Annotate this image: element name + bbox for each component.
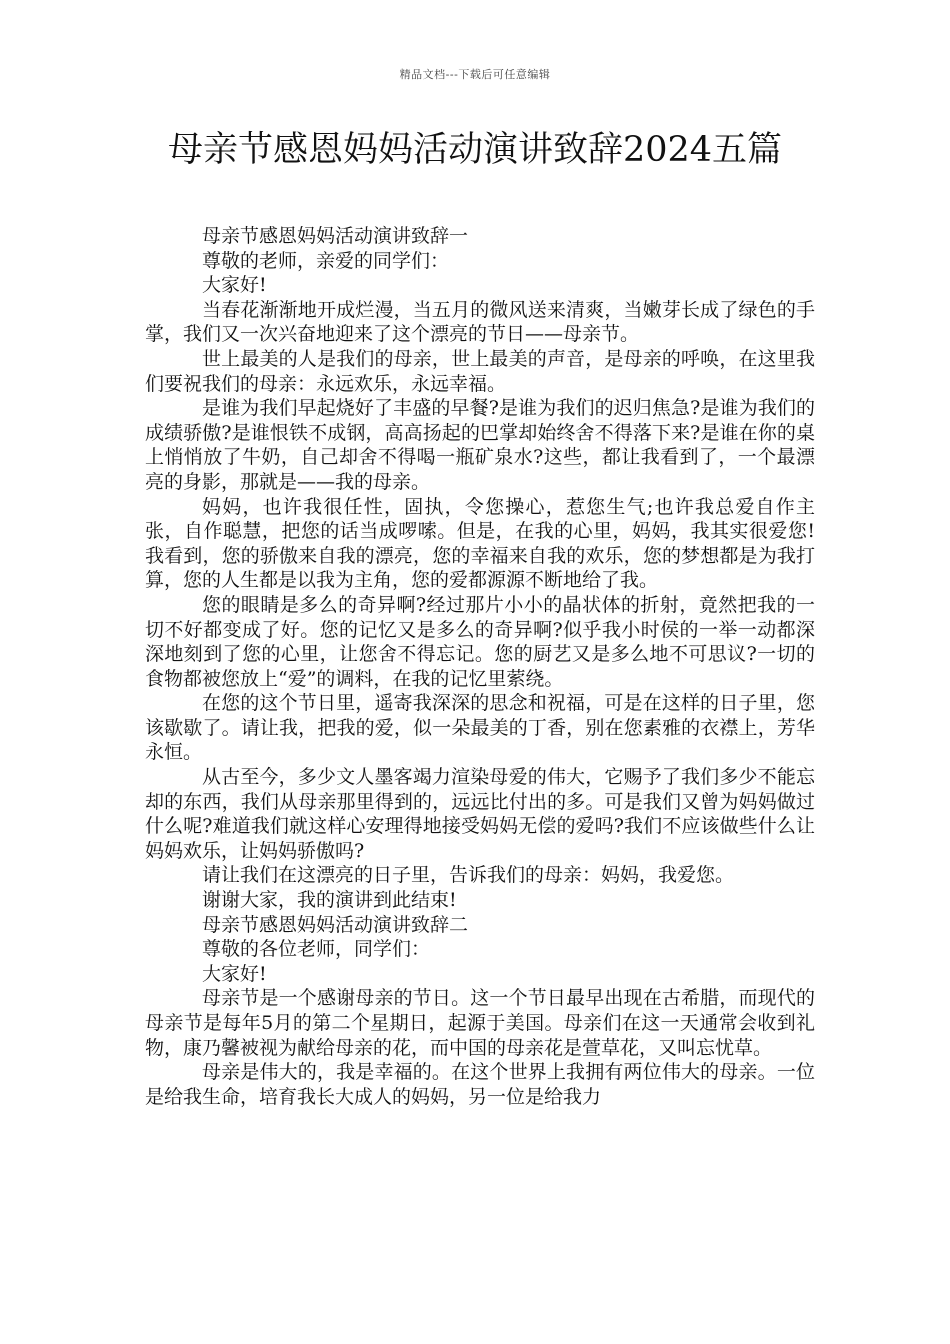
paragraph: 从古至今，多少文人墨客竭力渲染母爱的伟大，它赐予了我们多少不能忘却的东西，我们从母亲那里得到的，远远比付出的多。可是我们又曾为妈妈做过什么呢?难道我们就这样心安理得地接受妈妈无偿的爱吗?我们不应该做些什么让妈妈欢乐，让妈妈骄傲吗? bbox=[145, 766, 815, 862]
paragraph: 母亲节是一个感谢母亲的节日。这一个节日最早出现在古希腊，而现代的母亲节是每年5月的第二个星期日，起源于美国。母亲们在这一天通常会收到礼物，康乃馨被视为献给母亲的花，而中国的母亲花是萱草花，又叫忘忧草。 bbox=[145, 987, 815, 1059]
paragraph: 尊敬的老师，亲爱的同学们： bbox=[202, 249, 450, 272]
document-title: 母亲节感恩妈妈活动演讲致辞2024五篇 bbox=[167, 130, 783, 170]
paragraph: 您的眼睛是多么的奇异啊?经过那片小小的晶状体的折射，竟然把我的一切不好都变成了好。您的记忆又是多么的奇异啊?似乎我小时侯的一举一动都深深地刻到了您的心里，让您舍不得忘记。您的厨艺又是多么地不可思议?一切的食物都被您放上“爱”的调料，在我的记忆里萦绕。 bbox=[145, 593, 815, 690]
paragraph: 谢谢大家，我的演讲到此结束! bbox=[202, 889, 457, 912]
paragraph: 当春花渐渐地开成烂漫，当五月的微风送来清爽，当嫩芽长成了绿色的手掌，我们又一次兴奋地迎来了这个漂亮的节日——母亲节。 bbox=[145, 298, 815, 346]
paragraph: 大家好! bbox=[202, 962, 267, 985]
paragraph: 尊敬的各位老师，同学们： bbox=[202, 938, 431, 961]
paragraph: 世上最美的人是我们的母亲，世上最美的声音，是母亲的呼唤，在这里我们要祝我们的母亲：永远欢乐，永远幸福。 bbox=[145, 347, 815, 395]
paragraph: 妈妈，也许我很任性，固执，令您操心，惹您生气;也许我总爱自作主张，自作聪慧，把您的话当成啰嗦。但是，在我的心里，妈妈，我其实很爱您!我看到，您的骄傲来自我的漂亮，您的幸福来自我的欢乐，您的梦想都是为我打算，您的人生都是以我为主角，您的爱都源源不断地给了我。 bbox=[145, 495, 815, 592]
paragraph: 请让我们在这漂亮的日子里，告诉我们的母亲：妈妈，我爱您。 bbox=[202, 864, 735, 887]
paragraph: 是谁为我们早起烧好了丰盛的早餐?是谁为我们的迟归焦急?是谁为我们的成绩骄傲?是谁恨铁不成钢，高高扬起的巴掌却始终舍不得落下来?是谁在你的桌上悄悄放了牛奶，自己却舍不得喝一瓶矿泉水?这些，都让我看到了，一个最漂亮的身影，那就是——我的母亲。 bbox=[145, 397, 815, 493]
paragraph: 大家好! bbox=[202, 274, 267, 297]
paragraph: 在您的这个节日里，遥寄我深深的思念和祝福，可是在这样的日子里，您该歇歇了。请让我，把我的爱，似一朵最美的丁香，别在您素雅的衣襟上，芳华永恒。 bbox=[145, 692, 815, 764]
header-note: 精品文档---下载后可任意编辑 bbox=[399, 68, 551, 81]
paragraph: 母亲是伟大的，我是幸福的。在这个世界上我拥有两位伟大的母亲。一位是给我生命，培育我长大成人的妈妈，另一位是给我力 bbox=[145, 1061, 815, 1108]
paragraph: 母亲节感恩妈妈活动演讲致辞一 bbox=[202, 225, 469, 247]
paragraph: 母亲节感恩妈妈活动演讲致辞二 bbox=[202, 913, 469, 936]
document-body bbox=[145, 224, 815, 1109]
